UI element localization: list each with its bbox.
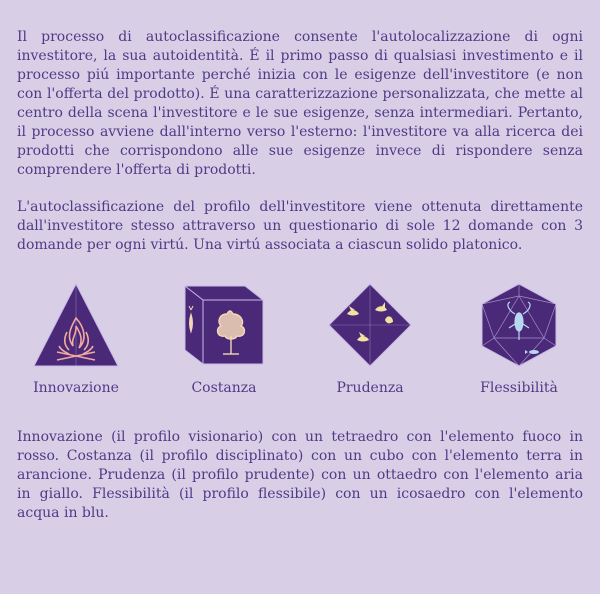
figure-prudenza: [310, 280, 430, 396]
figure-flessibilita: [459, 280, 579, 396]
octahedron-air-image: [325, 280, 415, 370]
figure-costanza: [164, 280, 284, 396]
platonic-solids-row: [0, 280, 600, 410]
cube-earth-image: [179, 280, 269, 370]
intro-paragraph: Il processo di autoclassificazione consente l'autolocalizzazione di ogni investitore, la sua autoidentità. É il primo passo di qualsiasi investimento e il processo piú importante perché inizia con le esigenze dell'investitore (e non con l'offerta del prodotto). É una caratterizzazione personalizzata, che mette al centro della scena l'investitore e le sue esigenze, senza intermediari. Pertanto, il processo avviene dall'interno verso l'esterno: l'investitore va alla ricerca dei prodotti che corrispondono alle sue esigenze invece di rispondere senza comprendere l'offerta di prodotti.: [17, 29, 583, 178]
figure-label: Prudenza: [336, 380, 404, 396]
icosahedron-water-image: [474, 280, 564, 370]
elements-paragraph: Innovazione (il profilo visionario) con un tetraedro con l'elemento fuoco in rosso. Costanza (il profilo disciplinato) con un cubo con l'elemento terra in arancione. Prudenza (il profilo prudente) con un ottaedro con l'elemento aria in giallo. Flessibilità (il profilo flessibile) con un icosaedro con l'elemento acqua in blu.: [17, 429, 583, 521]
figure-label: Costanza: [191, 380, 257, 396]
figure-label: Flessibilità: [480, 380, 558, 396]
figure-label: Innovazione: [33, 380, 119, 396]
figure-innovazione: [16, 280, 136, 396]
profile-paragraph: L'autoclassificazione del profilo dell'investitore viene ottenuta direttamente dall'investitore stesso attraverso un questionario di sole 12 domande con 3 domande per ogni virtú. Una virtú associata a ciascun solido platonico.: [17, 199, 583, 253]
tetrahedron-fire-image: [31, 280, 121, 370]
